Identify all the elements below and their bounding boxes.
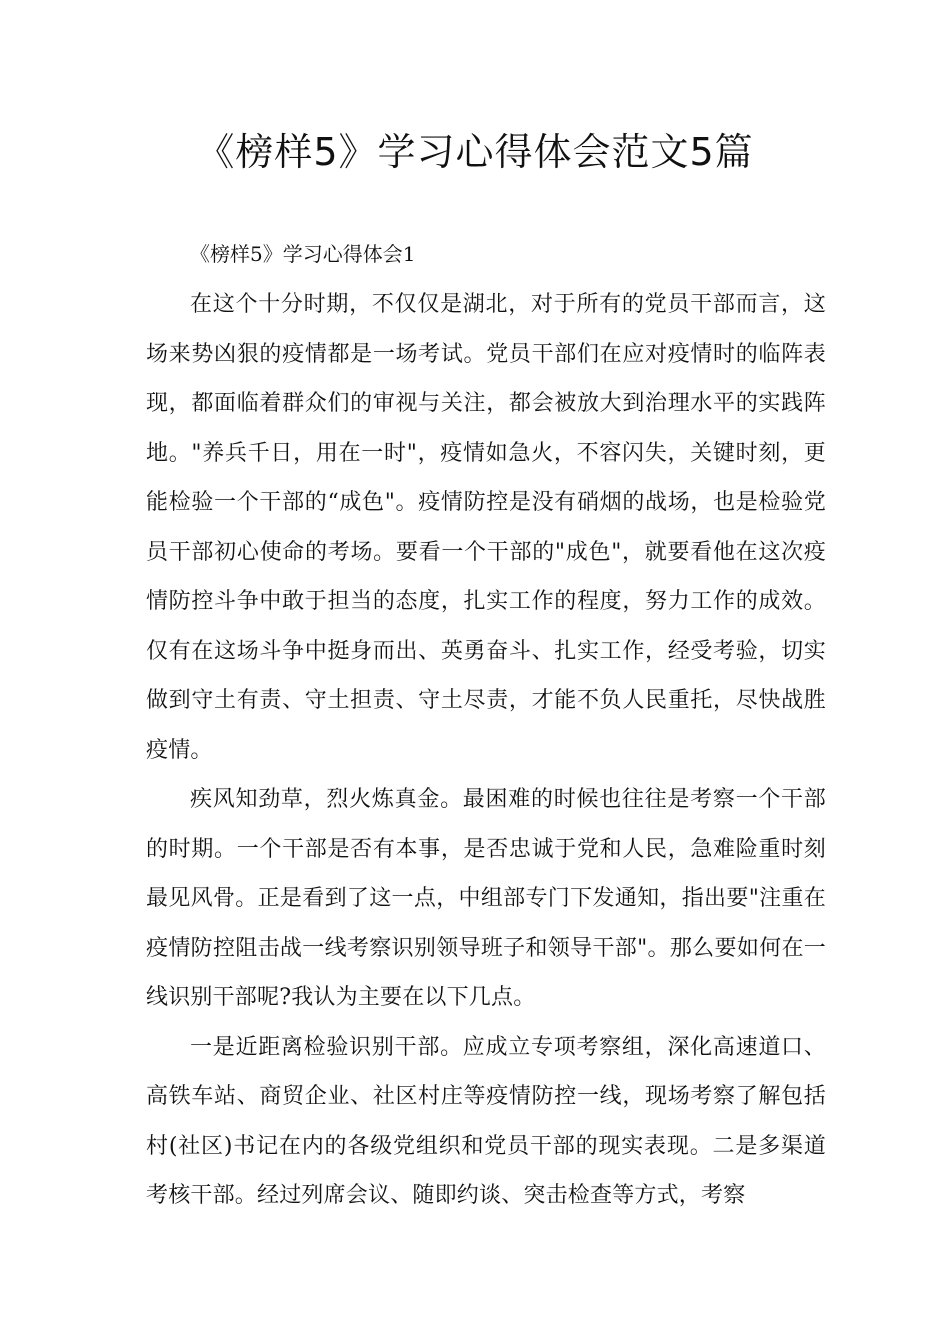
section-heading: 《榜样5》学习心得体会1	[190, 242, 416, 266]
paragraph: 在这个十分时期，不仅仅是湖北，对于所有的党员干部而言，这场来势凶狠的疫情都是一场考试。党员干部们在应对疫情时的临阵表现，都面临着群众们的审视与关注，都会被放大到治理水平的实践阵地。"养兵千日，用在一时"，疫情如急火，不容闪失，关键时刻，更能检验一个干部的“成色"。疫情防控是没有硝烟的战场，也是检验党员干部初心使命的考场。要看一个干部的"成色"，就要看他在这次疫情防控斗争中敢于担当的态度，扎实工作的程度，努力工作的成效。仅有在这场斗争中挺身而出、英勇奋斗、扎实工作，经受考验，切实做到守土有责、守土担责、守土尽责，才能不负人民重托，尽快战胜疫情。	[146, 292, 826, 763]
document-body	[146, 280, 826, 1221]
paragraph: 一是近距离检验识别干部。应成立专项考察组，深化高速道口、高铁车站、商贸企业、社区村庄等疫情防控一线，现场考察了解包括村(社区)书记在内的各级党组织和党员干部的现实表现。二是多渠道考核干部。经过列席会议、随即约谈、突击检查等方式，考察	[146, 1034, 826, 1208]
paragraph: 疾风知劲草，烈火炼真金。最困难的时候也往往是考察一个干部的时期。一个干部是否有本事，是否忠诚于党和人民，急难险重时刻最见风骨。正是看到了这一点，中组部专门下发通知，指出要"注重在疫情防控阻击战一线考察识别领导班子和领导干部"。那么要如何在一线识别干部呢?我认为主要在以下几点。	[146, 787, 826, 1010]
document-title: 《榜样5》学习心得体会范文5篇	[196, 130, 754, 174]
